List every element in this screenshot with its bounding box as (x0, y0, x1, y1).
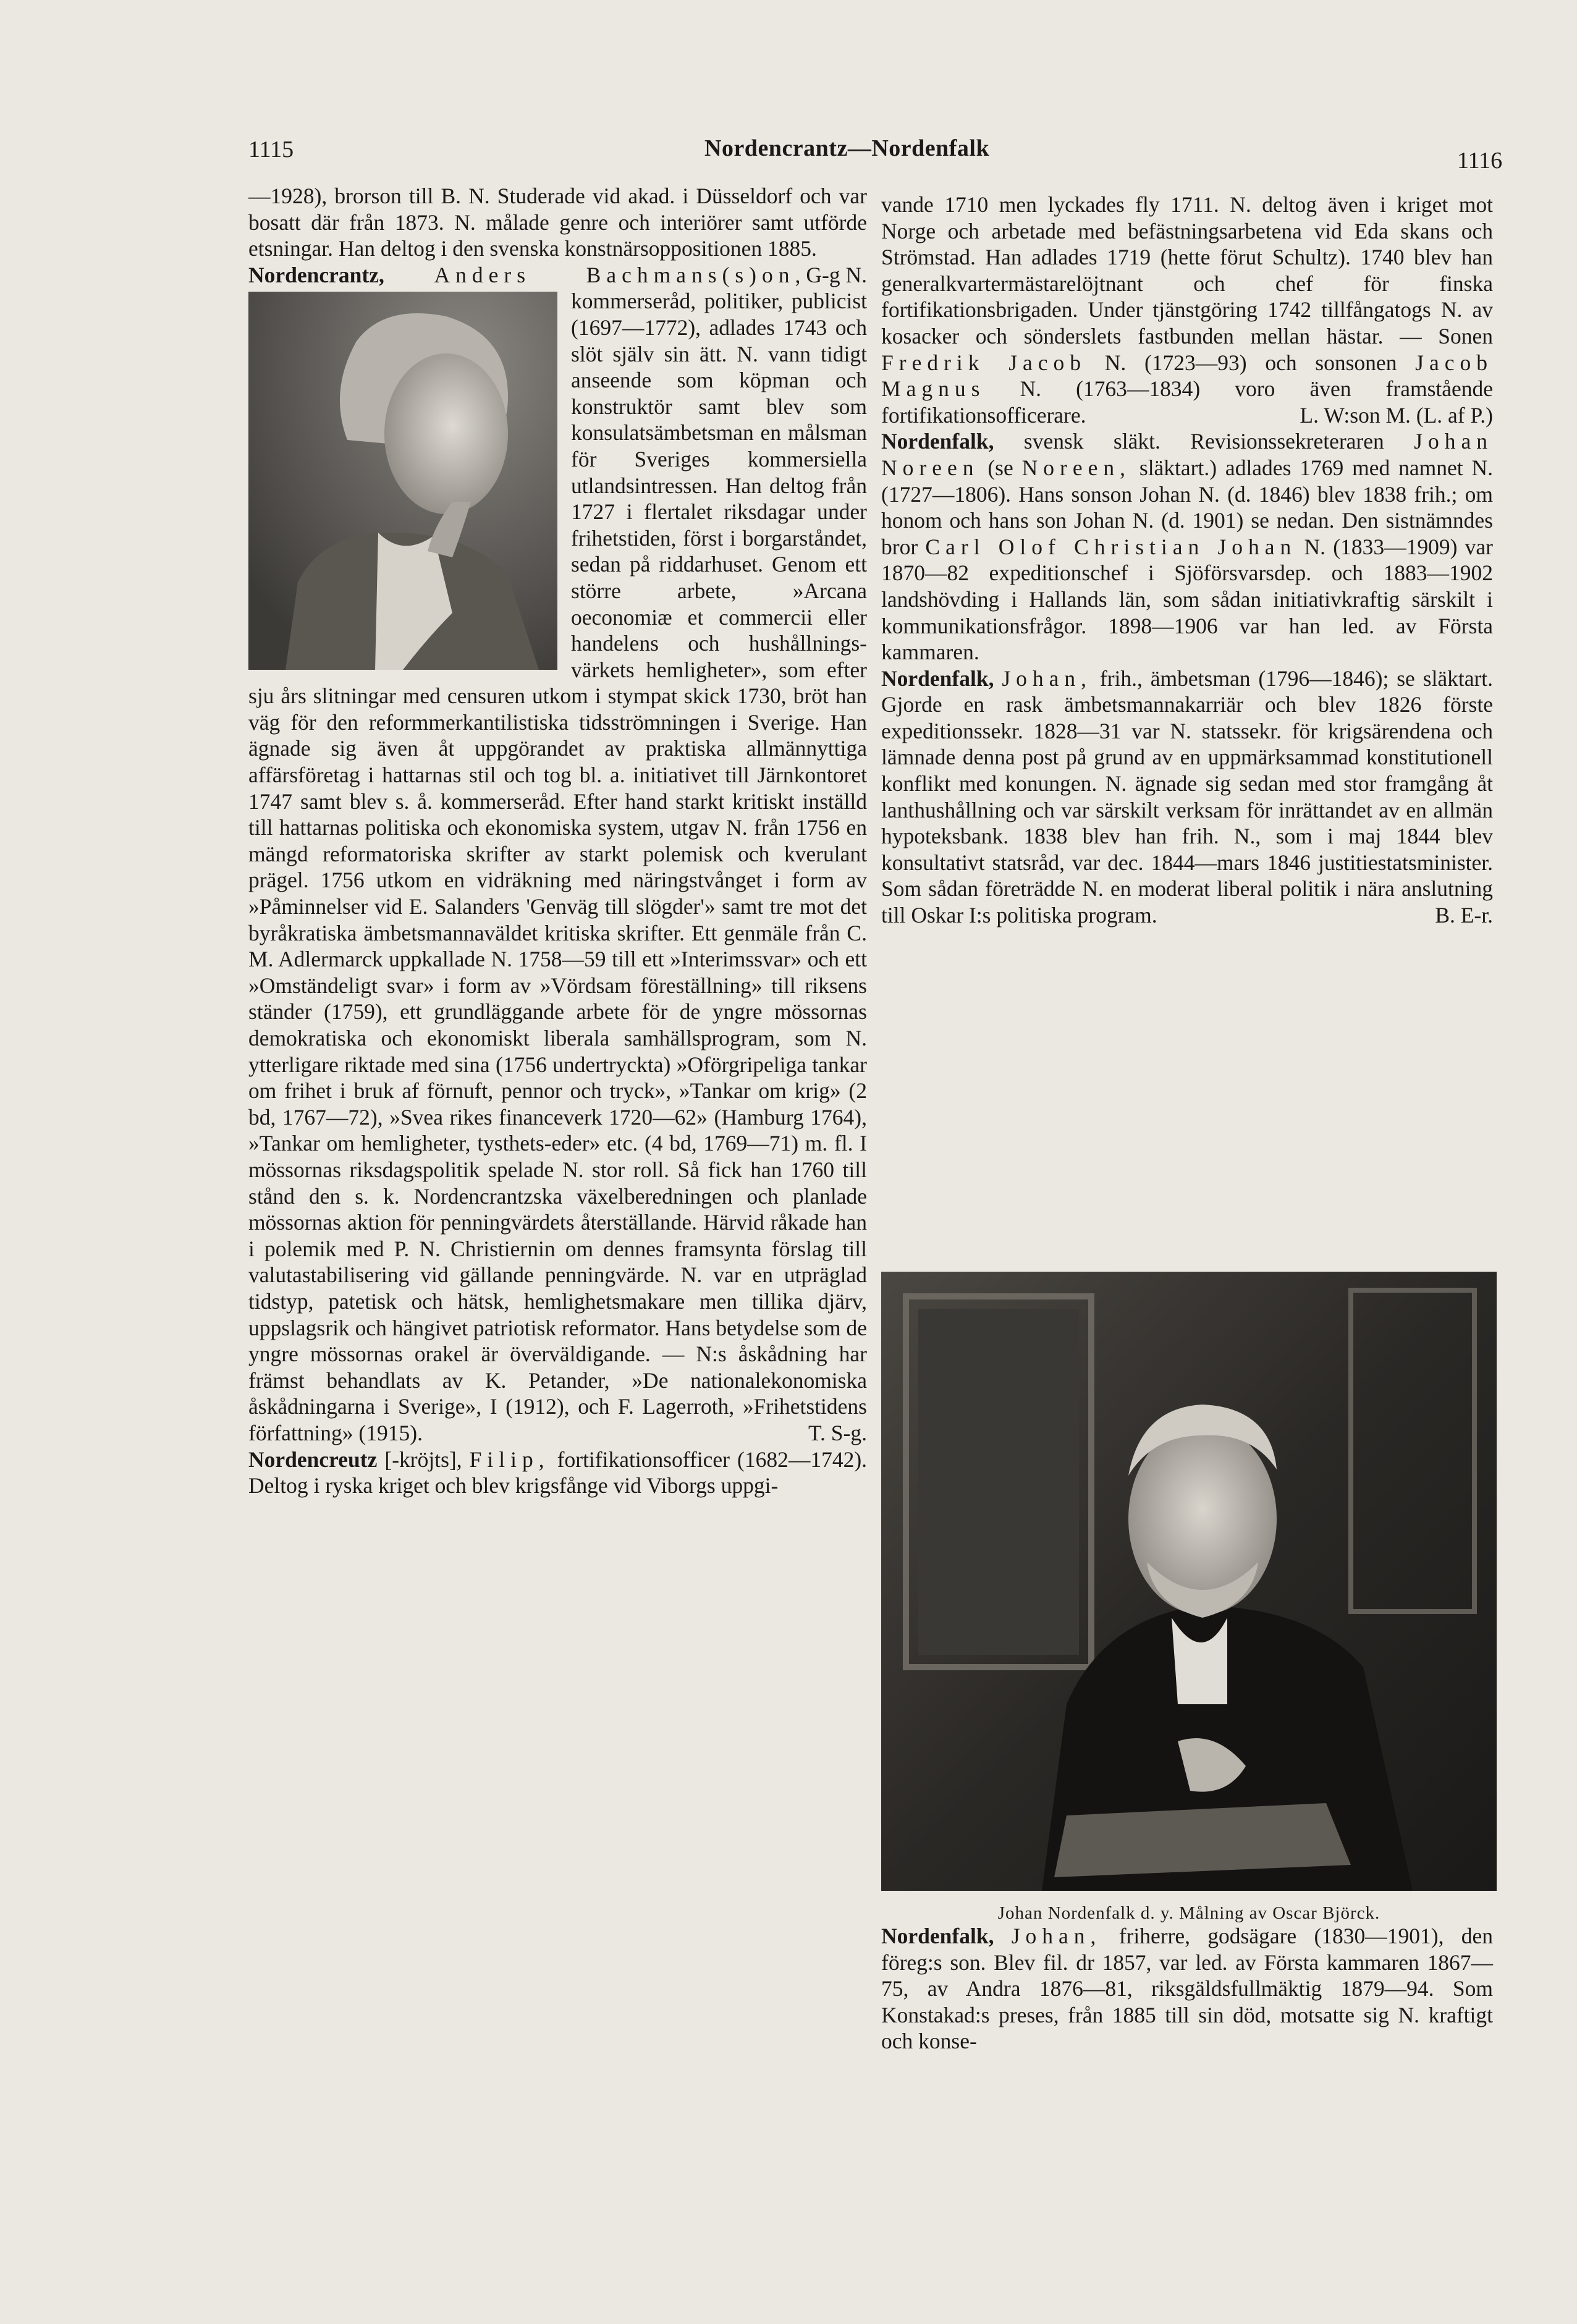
author-signature: G-g N. (806, 262, 867, 287)
right-column (881, 192, 1493, 929)
right-column-lower (881, 1923, 1493, 2055)
entry-text: släktart.) adlades 1769 med namnet N. (1727—1806). Hans sonson Johan N. (d. 1846) blev 1838 frih.; om honom och hans son Johan N. (d. 1901) se nedan. Den sistnämndes bror (881, 455, 1493, 559)
left-column (248, 183, 867, 1499)
photo-caption: Johan Nordenfalk d. y. Målning av Oscar Björck. (997, 1903, 1380, 1923)
entry-text: fortifikationsofficer (1682—1742). Deltog i ryska kriget och blev krigsfånge vid Viborgs uppgi- (248, 1447, 868, 1498)
entry-text: frih., ämbetsman (1796—1846); se släktart. Gjorde en rask ämbetsmannakarriär och blev 1826 förste expeditionssekr. 1828—31 var N. statssekr. för krigsärendena och lämnade denna post på grund av en uppmärksammad konstitutionell konflikt med konungen. N. ägnade sig sedan med stor framgång åt lanthushållning och var särskilt verksam för inrättandet av en allmän hypoteksbank. 1838 blev han frih. N., som i maj 1844 blev konsultativt statsråd, var dec. 1844—mars 1846 justitiestatsminister. Som sådan företrädde N. en moderat liberal politik i nära anslutning till Oskar I:s politiska program. (881, 666, 1494, 928)
entry-nordencreutz (248, 1447, 867, 1499)
entry-continuation (881, 192, 1493, 428)
entry-nordencrantz (248, 262, 867, 1447)
entry-nordenfalk-johan-1796 (881, 666, 1493, 929)
entry-text: vande 1710 men lyckades fly 1711. N. deltog även i kriget mot Norge och arbetade med befästningsarbetena vid Eda skans och Strömstad. Han adlades 1719 (hette förut Schultz). 1740 blev han generalkvartermästarelöjtnant och chef för finska fortifikationsbrigaden. Under tjänstgöring 1742 tillfångatogs N. av kosacker och sönderslets fastbunden mellan hästar. — Sonen (881, 192, 1493, 349)
entry-text: N. (1763—1834) voro även framstående fortifikationsofficerare. (881, 376, 1494, 428)
entry-text: (se (987, 455, 1013, 480)
entry-name: Anders Bachmans(s)on, (434, 262, 806, 287)
entry-headword: Nordencreutz (248, 1447, 378, 1472)
running-title: Nordencrantz—Nordenfalk (704, 135, 990, 161)
entry-name: Johan, (1011, 1924, 1102, 1948)
entry-text: N. (1723—93) och sonsonen (1104, 350, 1397, 375)
cross-reference: Noreen, (1021, 455, 1131, 480)
person-name: Fredrik Jacob (881, 350, 1087, 375)
entry-name: Johan, (1002, 666, 1093, 691)
page-number-left: 1115 (248, 137, 294, 163)
page-header (0, 131, 1577, 174)
person-name: Johan Noreen (881, 429, 1493, 480)
person-name: Carl Olof Christian Johan (925, 534, 1297, 559)
author-signature: B. E-r. (1435, 903, 1493, 928)
person-name: Jacob Magnus (881, 350, 1494, 402)
entry-headword: Nordenfalk, (881, 1924, 994, 1948)
entry-name: Filip, (469, 1447, 550, 1472)
portrait-johan-nordenfalk (881, 1272, 1497, 1891)
author-signature: L. W:son M. (L. af P.) (1300, 402, 1493, 428)
page-number-right: 1116 (1457, 148, 1503, 174)
entry-headword: Nordenfalk, (881, 666, 994, 691)
entry-text: svensk släkt. Revisionssekreteraren (1023, 429, 1384, 454)
entry-headword: Nordencrantz, (248, 262, 384, 287)
author-signature: T. S-g. (808, 1420, 867, 1445)
portrait-nordencrantz (248, 292, 557, 670)
entry-text: friherre, godsägare (1830—1901), den föreg:s son. Blev fil. dr 1857, var led. av Första kammaren 1867—75, av Andra 1876—81, riksgäldsfullmäktig 1879—94. Som Konstakad:s preses, från 1885 till sin död, motsatte sig N. kraftigt och konse- (881, 1924, 1494, 2054)
entry-text: —1928), brorson till B. N. Studerade vid akad. i Düsseldorf och var bosatt där från 1873. N. målade genre och interiörer samt utförde etsningar. Han deltog i den svenska konstnärsoppositionen 1885. (248, 184, 867, 261)
entry-nordenfalk-johan-1830 (881, 1923, 1493, 2055)
entry-text: kommerseråd, politiker, publicist (1697—1772), adlades 1743 och slöt själv sin ätt. N. vann tidigt anseende som köpman och konstruktör samt blev som konsulatsämbetsman en målsman för Sveriges kommersiella utlandsintressen. Han deltog från 1727 i flertalet riksdagar under frihetstiden, först i borgarståndet, sedan på riddarhuset. Genom ett större arbete, »Arcana oeconomiæ et commercii eller handelens och hushållnings-värkets hemligheter», som efter sju års slitningar med censuren utkom i stympat skick 1730, bröt han väg för den reformmerkantilistiska tidsströmningen i Sverige. Han ägnade sig även åt uppgörandet av praktiska allmännyttiga affärsföretag i hattarnas stil och tog bl. a. initiativet till Järnkontoret 1747 samt blev s. å. kommerseråd. Efter hand starkt kritiskt inställd till hattarnas politiska och ekonomiska system, utgav N. från 1756 en mängd reformatoriska skrifter av starkt polemisk och kverulant prägel. 1756 utkom en vidräkning med näringstvånget i form av »Påminnelser vid E. Salanders 'Genväg till slögder'» samt tre mot det byråkratiska ämbetsmannaväldet kritiska skrifter. Ett genmäle från C. M. Adlermarck uppkallade N. 1758—59 till ett »Interimssvar» och ett »Omständeligt svar» i form av »Vördsam föreställning» till riksens ständer (1759), ett grundläggande arbete för de yngre mössornas demokratiska och ekonomiskt liberala samhällsprogram, som N. ytterligare riktade med sina (1756 undertryckta) »Oförgripeliga tankar om frihet i bruk af förnuft, pennor och tryck», »Tankar om krig» (2 bd, 1767—72), »Svea rikes financeverk 1720—62» (Hamburg 1764), »Tankar om hemligheter, tysthets-eder» etc. (4 bd, 1769—71) m. fl. I mössornas riksdagspolitik spelade N. stor roll. Så fick han 1760 till stånd den s. k. Nordencrantzska växelberedningen och planlade mössornas aktion för penningvärdets återställande. Härvid råkade han i polemik med P. N. Christiernin om dennes framsynta förslag till valutastabilisering vid gällande penningvärde. N. var en utpräglad tidstyp, patetisk och hätsk, hemlighetsmakare men tillika djärv, uppslagsrik och hängivet patriotisk reformator. Hans betydelse som de yngre mössornas orakel är överväldigande. — N:s åskådning har främst behandlats av K. Petander, »De nationalekonomiska åskådningarna i Sverige», I (1912), och F. Lagerroth, »Frihetstidens författning» (1915). (248, 289, 867, 1445)
entry-text: N. (1833—1909) var 1870—82 expeditionschef i Sjöförsvarsdep. och 1883—1902 landshövding i Hallands län, som sådan initiativkraftig särskilt i kommunikationsfrågor. 1898—1906 var han led. av Första kammaren. (881, 534, 1494, 665)
entry-pronunciation: [-kröjts], (384, 1447, 462, 1472)
entry-nordenfalk-family (881, 428, 1493, 665)
entry-headword: Nordenfalk, (881, 429, 994, 454)
